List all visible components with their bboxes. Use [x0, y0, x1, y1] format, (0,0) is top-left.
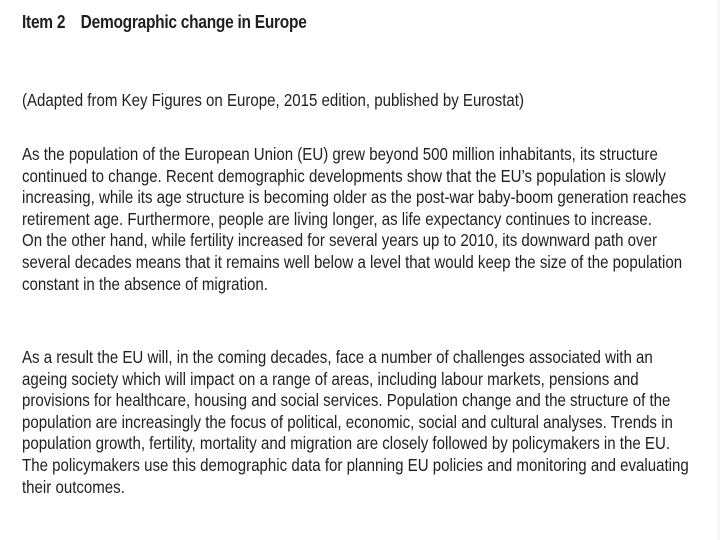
- source-note: (Adapted from Key Figures on Europe, 2015 edition, published by Eurostat): [22, 90, 524, 110]
- paragraph-line: their outcomes.: [22, 476, 125, 497]
- paragraph-line: continued to change. Recent demographic developments show that the EU’s population is slowly: [22, 165, 666, 186]
- paragraph-line: population are increasingly the focus of political, economic, social and cultural analyses. Trends in: [22, 411, 673, 432]
- paragraph-2: [22, 347, 689, 498]
- paragraph-line: retirement age. Furthermore, people are living longer, as life expectancy continues to increase.: [22, 208, 652, 229]
- paragraph-line: constant in the absence of migration.: [22, 273, 268, 294]
- item-title: Demographic change in Europe: [80, 12, 307, 32]
- paragraph-line: As a result the EU will, in the coming decades, face a number of challenges associated with an: [22, 347, 653, 367]
- item-label: Item 2: [22, 12, 66, 32]
- paragraph-line: several decades means that it remains well below a level that would keep the size of the population: [22, 251, 683, 272]
- paragraph-line: The policymakers use this demographic data for planning EU policies and monitoring and evaluating: [22, 454, 689, 475]
- paragraph-line: As the population of the European Union (EU) grew beyond 500 million inhabitants, its structure: [22, 144, 658, 164]
- paragraph-line: provisions for healthcare, housing and social services. Population change and the structure of the: [22, 390, 671, 411]
- paragraph-line: increasing, while its age structure is becoming older as the post-war baby-boom generation reaches: [22, 187, 687, 208]
- paragraph-line: population growth, fertility, mortality and migration are closely followed by policymakers in the EU.: [22, 433, 670, 454]
- scan-edge-shadow: [714, 0, 720, 540]
- item-heading: [22, 12, 307, 33]
- paragraph-line: ageing society which will impact on a range of areas, including labour markets, pensions and: [22, 368, 639, 389]
- paragraph-line: On the other hand, while fertility increased for several years up to 2010, its downward path over: [22, 230, 657, 251]
- paragraph-1: [22, 144, 687, 295]
